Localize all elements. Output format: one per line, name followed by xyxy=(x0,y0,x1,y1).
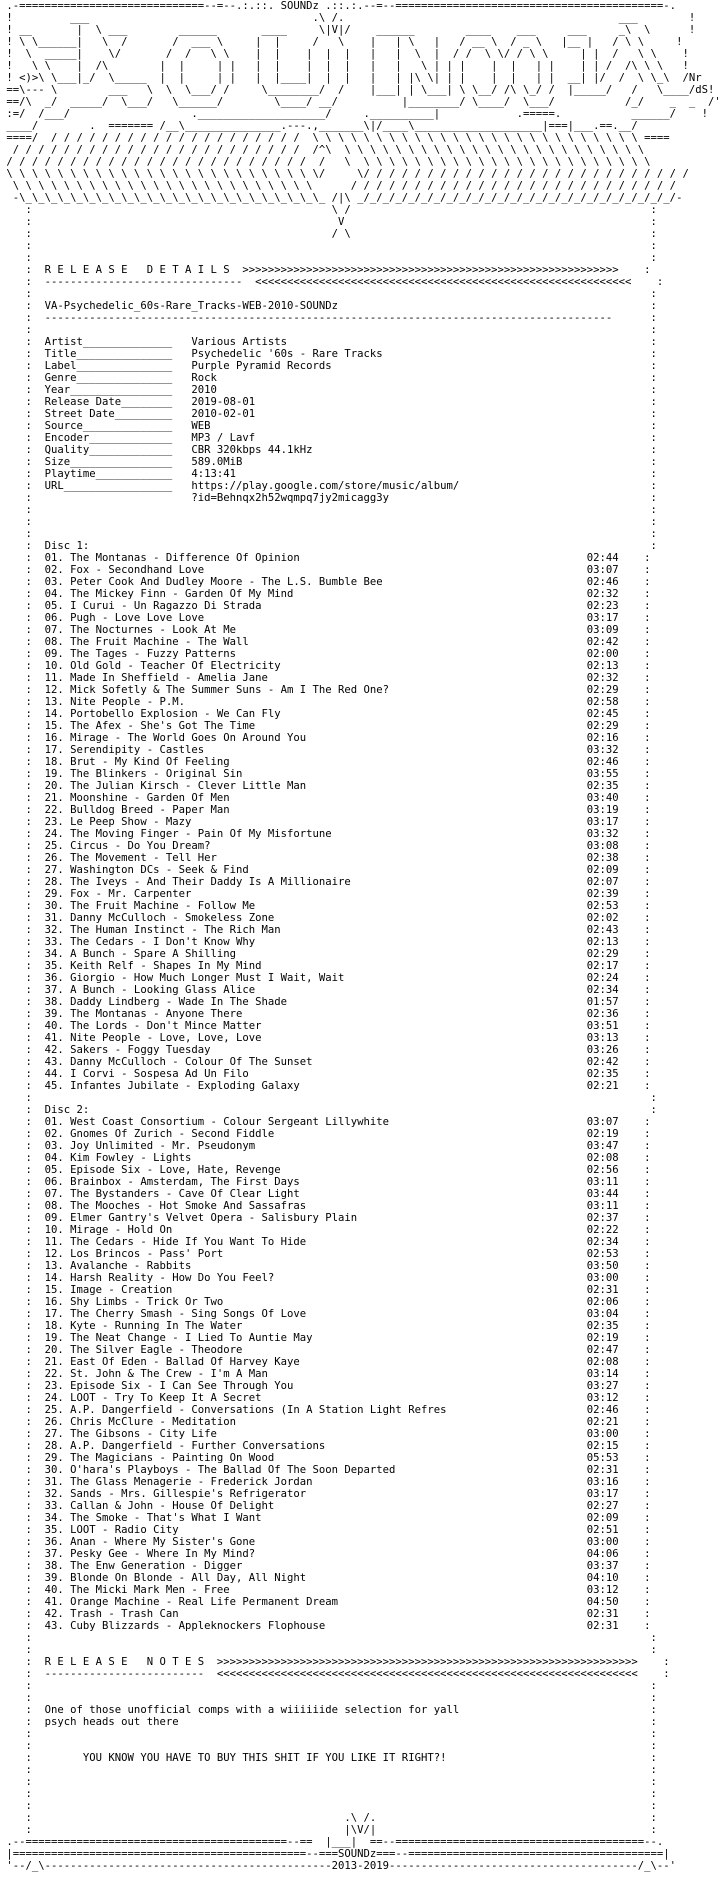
nfo-line: : 06. Brainbox - Amsterdam, The First Days 03:11 : xyxy=(0,1176,651,1188)
nfo-line: : 03. Peter Cook And Dudley Moore - The L.S. Bumble Bee 02:46 : xyxy=(0,576,651,588)
nfo-line: / / / / / / / / / / / / / / / / / / / / / / / / / \ \ \ \ \ \ \ \ \ \ \ \ \ \ \ \ \ \ \ \ \ \ \ \ xyxy=(0,156,651,168)
nfo-line: : : xyxy=(0,504,657,516)
nfo-line: : : xyxy=(0,1764,657,1776)
nfo-line: : Disc 1: : xyxy=(0,540,657,552)
nfo-line: : 43. Danny McCulloch - Colour Of The Sunset 02:42 : xyxy=(0,1056,651,1068)
nfo-line: : Disc 2: : xyxy=(0,1104,657,1116)
nfo-line: : 34. The Smoke - That's What I Want 02:09 : xyxy=(0,1512,651,1524)
nfo-line: : 41. Orange Machine - Real Life Permanent Dream 04:50 : xyxy=(0,1596,651,1608)
nfo-line: : 26. Chris McClure - Meditation 02:21 : xyxy=(0,1416,651,1428)
nfo-line: : \ / : xyxy=(0,204,657,216)
nfo-line: : 09. Elmer Gantry's Velvet Opera - Salisbury Plain 02:37 : xyxy=(0,1212,651,1224)
nfo-line: \ \ \ \ \ \ \ \ \ \ \ \ \ \ \ \ \ \ \ \ \ \ \ \ \/ \/ / / / / / / / / / / / / / / / / / / / / / / / / / xyxy=(0,168,689,180)
nfo-line: : : xyxy=(0,1680,657,1692)
nfo-line: : YOU KNOW YOU HAVE TO BUY THIS SHIT IF YOU LIKE IT RIGHT?! : xyxy=(0,1752,657,1764)
nfo-line: : 19. The Neat Change - I Lied To Auntie May 02:19 : xyxy=(0,1332,651,1344)
nfo-line: : 22. St. John & The Crew - I'm A Man 03:14 : xyxy=(0,1368,651,1380)
nfo-line: : 42. Trash - Trash Can 02:31 : xyxy=(0,1608,651,1620)
nfo-line: : : xyxy=(0,528,657,540)
nfo-line: : : xyxy=(0,1644,657,1656)
nfo-line: : 31. Danny McCulloch - Smokeless Zone 02:02 : xyxy=(0,912,651,924)
nfo-line: : 32. The Human Instinct - The Rich Man 02:43 : xyxy=(0,924,651,936)
nfo-line: : : xyxy=(0,1800,657,1812)
nfo-line: : VA-Psychedelic_60s-Rare_Tracks-WEB-2010-SOUNDz : xyxy=(0,300,657,312)
nfo-line: : 32. Sands - Mrs. Gillespie's Refrigerator 03:17 : xyxy=(0,1488,651,1500)
nfo-line: : 01. The Montanas - Difference Of Opinion 02:44 : xyxy=(0,552,651,564)
nfo-line: : 15. The Afex - She's Got The Time 02:29 : xyxy=(0,720,651,732)
nfo-line: : |\V/| : xyxy=(0,1824,657,1836)
nfo-line: : Year________________ 2010 : xyxy=(0,384,657,396)
nfo-line: : / \ : xyxy=(0,228,657,240)
nfo-line: : 42. Sakers - Foggy Tuesday 03:26 : xyxy=(0,1044,651,1056)
nfo-line: ! __ | \ ___ ______ ____ \|V|/ ______ ____ ___ ___ _\ \ ! xyxy=(0,24,696,36)
nfo-line: : 27. Washington DCs - Seek & Find 02:09 : xyxy=(0,864,651,876)
nfo-line: : 37. A Bunch - Looking Glass Alice 02:34 : xyxy=(0,984,651,996)
nfo-line: : 17. Serendipity - Castles 03:32 : xyxy=(0,744,651,756)
nfo-line: -\_\_\_\_\_\_\_\_\_\_\_\_\_\_\_\_\_\_\_\_\_\_\_\_ /|\ _/_/_/_/_/_/_/_/_/_/_/_/_/_/_/_/_/_/_/_/_/_/_/_/_/- xyxy=(0,192,683,204)
nfo-line: : Artist______________ Various Artists : xyxy=(0,336,657,348)
nfo-line: : 15. Image - Creation 02:31 : xyxy=(0,1284,651,1296)
nfo-line: : 04. The Mickey Finn - Garden Of My Mind 02:32 : xyxy=(0,588,651,600)
nfo-line: : 40. The Lords - Don't Mince Matter 03:51 : xyxy=(0,1020,651,1032)
nfo-line: : 34. A Bunch - Spare A Shilling 02:29 : xyxy=(0,948,651,960)
nfo-line: : 30. O'hara's Playboys - The Ballad Of The Soon Departed 02:31 : xyxy=(0,1464,651,1476)
nfo-line: : 04. Kim Fowley - Lights 02:08 : xyxy=(0,1152,651,1164)
nfo-line: : 14. Harsh Reality - How Do You Feel? 03:00 : xyxy=(0,1272,651,1284)
nfo-line: : 35. LOOT - Radio City 02:51 : xyxy=(0,1524,651,1536)
nfo-line: : : xyxy=(0,252,657,264)
nfo-line: : 11. Made In Sheffield - Amelia Jane 02:32 : xyxy=(0,672,651,684)
nfo-line: : 35. Keith Relf - Shapes In My Mind 02:17 : xyxy=(0,960,651,972)
nfo-line: : 39. Blonde On Blonde - All Day, All Night 04:10 : xyxy=(0,1572,651,1584)
nfo-line: : 12. Los Brincos - Pass' Port 02:53 : xyxy=(0,1248,651,1260)
nfo-line: : ?id=Behnqx2h52wqmpq7jy2micagg3y : xyxy=(0,492,657,504)
nfo-line: : 28. The Iveys - And Their Daddy Is A Millionaire 02:07 : xyxy=(0,876,651,888)
nfo-line: : R E L E A S E N O T E S >>>>>>>>>>>>>>>>>>>>>>>>>>>>>>>>>>>>>>>>>>>>>>>>>>>>>>>>>>>>>>>>>> : xyxy=(0,1656,670,1668)
nfo-line: : Playtime____________ 4:13:41 : xyxy=(0,468,657,480)
nfo-line: : R E L E A S E D E T A I L S >>>>>>>>>>>>>>>>>>>>>>>>>>>>>>>>>>>>>>>>>>>>>>>>>>>>>>>>>>> : xyxy=(0,264,651,276)
nfo-line: : URL_________________ https://play.google.com/store/music/album/ : xyxy=(0,480,657,492)
nfo-line: : 33. The Cedars - I Don't Know Why 02:13 : xyxy=(0,936,651,948)
nfo-line: : Title_______________ Psychedelic '60s - Rare Tracks : xyxy=(0,348,657,360)
nfo-line: : 16. Mirage - The World Goes On Around You 02:16 : xyxy=(0,732,651,744)
nfo-line: : 12. Mick Sofetly & The Summer Suns - Am I The Red One? 02:29 : xyxy=(0,684,651,696)
nfo-line: : 11. The Cedars - Hide If You Want To Hide 02:34 : xyxy=(0,1236,651,1248)
nfo-line: : : xyxy=(0,1740,657,1752)
nfo-line: : psych heads out there : xyxy=(0,1716,657,1728)
nfo-line: : 06. Pugh - Love Love Love 03:17 : xyxy=(0,612,651,624)
nfo-line: : : xyxy=(0,1776,657,1788)
nfo-line: : Encoder_____________ MP3 / Lavf : xyxy=(0,432,657,444)
nfo-line: : 26. The Movement - Tell Her 02:38 : xyxy=(0,852,651,864)
nfo-line: : 37. Pesky Gee - Where In My Mind? 04:06 : xyxy=(0,1548,651,1560)
nfo-line: : Label_______________ Purple Pyramid Records : xyxy=(0,360,657,372)
nfo-line: : One of those unofficial comps with a wiiiiiide selection for yall : xyxy=(0,1704,657,1716)
nfo-line: : 41. Nite People - Love, Love, Love 03:13 : xyxy=(0,1032,651,1044)
nfo-line: : Release Date________ 2019-08-01 : xyxy=(0,396,657,408)
nfo-line: : 44. I Corvi - Sospesa Ad Un Filo 02:35 : xyxy=(0,1068,651,1080)
nfo-line: : 13. Nite People - P.M. 02:58 : xyxy=(0,696,651,708)
nfo-line: \ \ \ \ \ \ \ \ \ \ \ \ \ \ \ \ \ \ \ \ \ \ \ \ / / / / / / / / / / / / / / / / / / / / / / / / / / xyxy=(0,180,677,192)
nfo-line: : 07. The Nocturnes - Look At Me 03:09 : xyxy=(0,624,651,636)
nfo-line: ==\--- \ ___ \ \ \___/ / \________/ / |___| | \___| \ \__/ /\ \_/ / |_____/ / \____/dS! xyxy=(0,84,715,96)
nfo-line: : 08. The Fruit Machine - The Wall 02:42 : xyxy=(0,636,651,648)
nfo-line: : 09. The Tages - Fuzzy Patterns 02:00 : xyxy=(0,648,651,660)
nfo-line: : ----------------------------------------------------------------------------------------- : xyxy=(0,312,657,324)
nfo-line: ====/ / / / / / / / / / / / / / / / / / / / / \ \ \ \ \ \ \ \ \ \ \ \ \ \ \ \ \ \ \ \ \ \ \ \ \ \ ==== xyxy=(0,132,677,144)
nfo-line: : 05. Episode Six - Love, Hate, Revenge 02:56 : xyxy=(0,1164,651,1176)
nfo-line: : 25. Circus - Do You Dream? 03:08 : xyxy=(0,840,651,852)
nfo-line: : .\ /. : xyxy=(0,1812,657,1824)
nfo-line: : 25. A.P. Dangerfield - Conversations (In A Station Light Refres 02:46 : xyxy=(0,1404,651,1416)
nfo-line: : : xyxy=(0,1788,657,1800)
nfo-line: : 19. The Blinkers - Original Sin 03:55 : xyxy=(0,768,651,780)
nfo-line: : 33. Callan & John - House Of Delight 02:27 : xyxy=(0,1500,651,1512)
nfo-line: : Genre_______________ Rock : xyxy=(0,372,657,384)
nfo-line: : 21. East Of Eden - Ballad Of Harvey Kaye 02:08 : xyxy=(0,1356,651,1368)
nfo-line: : 36. Anan - Where My Sister's Gone 03:00 : xyxy=(0,1536,651,1548)
nfo-line: : 10. Old Gold - Teacher Of Electricity 02:13 : xyxy=(0,660,651,672)
nfo-line: ____/ . ======= /__\_______________.---.,_______\|/____\____________________|===|___.==.__/ xyxy=(0,120,708,132)
nfo-line: : 39. The Montanas - Anyone There 02:36 : xyxy=(0,1008,651,1020)
nfo-line: : 29. Fox - Mr. Carpenter 02:39 : xyxy=(0,888,651,900)
nfo-line: : 23. Episode Six - I Can See Through You 03:27 : xyxy=(0,1380,651,1392)
nfo-line: :=/ /___/ .____________________/ .__________| .=====. ______/ ! xyxy=(0,108,708,120)
nfo-line: : 22. Bulldog Breed - Paper Man 03:19 : xyxy=(0,804,651,816)
nfo-line: : : xyxy=(0,516,657,528)
nfo-line: .-=============================--=--.:.::. SOUNDz .::.:.--=--==========================================-. xyxy=(0,0,677,12)
nfo-line: : V : xyxy=(0,216,657,228)
nfo-line: : Quality_____________ CBR 320kbps 44.1kHz : xyxy=(0,444,657,456)
nfo-line: : : xyxy=(0,1728,657,1740)
nfo-line: : 28. A.P. Dangerfield - Further Conversations 02:15 : xyxy=(0,1440,651,1452)
nfo-line: : 03. Joy Unlimited - Mr. Pseudonym 03:47 : xyxy=(0,1140,651,1152)
nfo-line: |==============================================--===SOUNDz===--========================================| xyxy=(0,1848,670,1860)
nfo-line: : : xyxy=(0,1632,657,1644)
nfo-line: : 17. The Cherry Smash - Sing Songs Of Love 03:04 : xyxy=(0,1308,651,1320)
nfo-line: : 24. LOOT - Try To Keep It A Secret 03:12 : xyxy=(0,1392,651,1404)
nfo-line: : : xyxy=(0,1692,657,1704)
nfo-line: : 18. Kyte - Running In The Water 02:35 : xyxy=(0,1320,651,1332)
nfo-line: : Source______________ WEB : xyxy=(0,420,657,432)
nfo-line: : ------------------------------- <<<<<<<<<<<<<<<<<<<<<<<<<<<<<<<<<<<<<<<<<<<<<<<<<<<<<<<<<<< : xyxy=(0,276,664,288)
nfo-line: : 38. Daddy Lindberg - Wade In The Shade 01:57 : xyxy=(0,996,651,1008)
nfo-line: : ------------------------- <<<<<<<<<<<<<<<<<<<<<<<<<<<<<<<<<<<<<<<<<<<<<<<<<<<<<<<<<<<<<<<<<< : xyxy=(0,1668,670,1680)
nfo-line: : 16. Shy Limbs - Trick Or Two 02:06 : xyxy=(0,1296,651,1308)
nfo-line: : 38. The Enw Generation - Digger 03:37 : xyxy=(0,1560,651,1572)
nfo-line: ! \ \______| \ / / ___ \ | | / \ | | \ | / __ \ / _ \ |__ | / \ \ ! xyxy=(0,36,683,48)
nfo-line: : 07. The Bystanders - Cave Of Clear Light 03:44 : xyxy=(0,1188,651,1200)
nfo-line: : 13. Avalanche - Rabbits 03:50 : xyxy=(0,1260,651,1272)
nfo-line: : 18. Brut - My Kind Of Feeling 02:46 : xyxy=(0,756,651,768)
nfo-line: : : xyxy=(0,1092,657,1104)
nfo-line: : 40. The Micki Mark Men - Free 03:12 : xyxy=(0,1584,651,1596)
nfo-line: : 02. Fox - Secondhand Love 03:07 : xyxy=(0,564,651,576)
nfo-line: : : xyxy=(0,288,657,300)
nfo-line: ! \ _____| \/ / / \ \ | | | | | | | \ | / / \ \/ / \ \ | | / \ \ ! xyxy=(0,48,689,60)
nfo-line: : 43. Cuby Blizzards - Appleknockers Flophouse 02:31 : xyxy=(0,1620,651,1632)
nfo-line: ! ___ .\ /. ___ ! xyxy=(0,12,696,24)
nfo-line: : 27. The Gibsons - City Life 03:00 : xyxy=(0,1428,651,1440)
nfo-line: : 23. Le Peep Show - Mazy 03:17 : xyxy=(0,816,651,828)
nfo-line: : : xyxy=(0,240,657,252)
nfo-line: : : xyxy=(0,324,657,336)
nfo-line: : 21. Moonshine - Garden Of Men 03:40 : xyxy=(0,792,651,804)
nfo-line: / / / / / / / / / / / / / / / / / / / / / / / /^\ \ \ \ \ \ \ \ \ \ \ \ \ \ \ \ \ \ \ \ \ \ \ \ \ xyxy=(0,144,645,156)
nfo-line: : 20. The Silver Eagle - Theodore 02:47 : xyxy=(0,1344,651,1356)
nfo-line: : 20. The Julian Kirsch - Clever Little Man 02:35 : xyxy=(0,780,651,792)
nfo-line: : 02. Gnomes Of Zurich - Second Fiddle 02:19 : xyxy=(0,1128,651,1140)
nfo-line: ! \ \ | /\ | | | | | | | | | | | \ | | | | | | | | | / /\ \ \ ! xyxy=(0,60,689,72)
nfo-line: : 14. Portobello Explosion - We Can Fly 02:45 : xyxy=(0,708,651,720)
nfo-line: : 30. The Fruit Machine - Follow Me 02:53 : xyxy=(0,900,651,912)
nfo-line: : 45. Infantes Jubilate - Exploding Galaxy 02:21 : xyxy=(0,1080,651,1092)
nfo-line: : 01. West Coast Consortium - Colour Sergeant Lillywhite 03:07 : xyxy=(0,1116,651,1128)
nfo-line: ==/\ _/ _____/ \___/ \______/ \____/ __/ |________/ \____/ \___/ /_/ _ _ /' xyxy=(0,96,721,108)
nfo-line: : 31. The Glass Menagerie - Frederick Jordan 03:16 : xyxy=(0,1476,651,1488)
nfo-line: : 05. I Curui - Un Ragazzo Di Strada 02:23 : xyxy=(0,600,651,612)
nfo-line: : Size________________ 589.0MiB : xyxy=(0,456,657,468)
nfo-line: : Street Date_________ 2010-02-01 : xyxy=(0,408,657,420)
nfo-line: '--/_\---------------------------------------------2013-2019---------------------------------------/_\--' xyxy=(0,1860,677,1872)
nfo-line: : 08. The Mooches - Hot Smoke And Sassafras 03:11 : xyxy=(0,1200,651,1212)
nfo-line: : 29. The Magicians - Painting On Wood 05:53 : xyxy=(0,1452,651,1464)
nfo-line: ! <)>\ \___|_/ \_____ | | | | | |____| | | | | |\ \| | | | | | | __| |/ / \ \_\ /Nr xyxy=(0,72,702,84)
nfo-line: .--=========================================--== |___| ==--=======================================--. xyxy=(0,1836,664,1848)
nfo-line: : 36. Giorgio - How Much Longer Must I Wait, Wait 02:24 : xyxy=(0,972,651,984)
nfo-line: : 10. Mirage - Hold On 02:22 : xyxy=(0,1224,651,1236)
nfo-line: : 24. The Moving Finger - Pain Of My Misfortune 03:32 : xyxy=(0,828,651,840)
